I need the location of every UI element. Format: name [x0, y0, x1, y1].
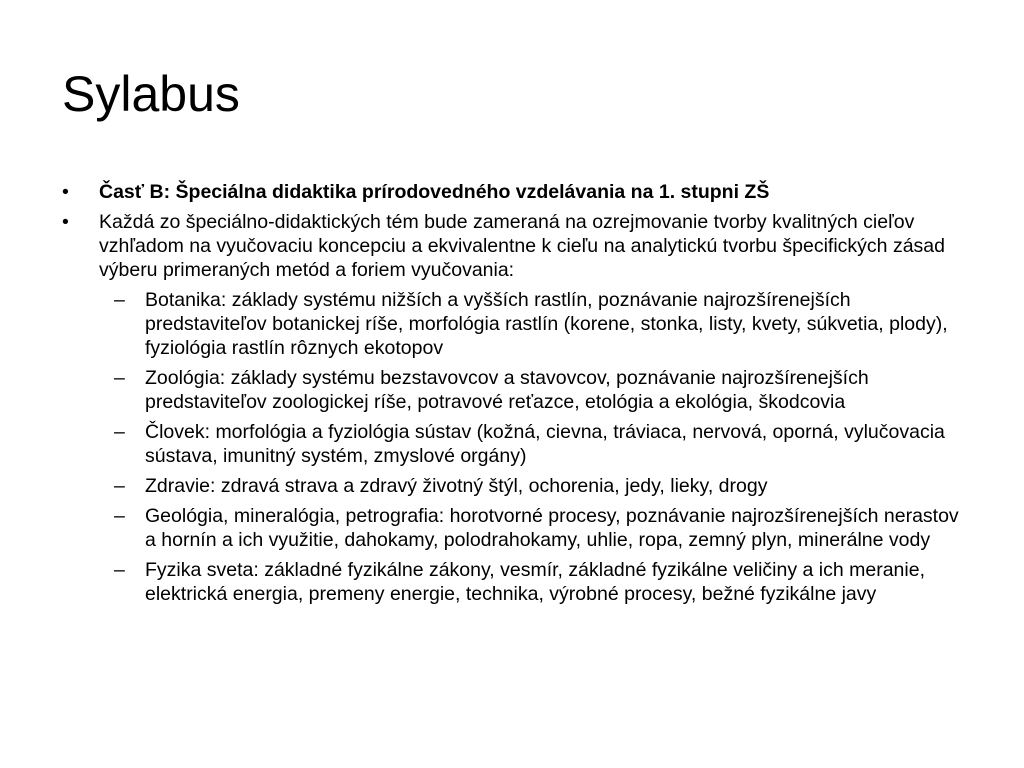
- dash-marker: –: [114, 475, 125, 497]
- sub-bullet-item-clovek: [99, 420, 962, 468]
- dash-marker: –: [114, 559, 125, 581]
- bullet-text: Každá zo špeciálno-didaktických tém bude zameraná na ozrejmovanie tvorby kvalitných cieľov vzhľadom na vyučovaciu koncepciu a ekvivalentne k cieľu na analytickú tvorbu špecifických zásad výberu primeraných metód a foriem vyučovania:: [99, 211, 945, 281]
- sub-bullet-list: [99, 288, 962, 606]
- dash-marker: –: [114, 505, 125, 527]
- dash-marker: –: [114, 421, 125, 443]
- sub-bullet-text: Geológia, mineralógia, petrografia: horotvorné procesy, poznávanie najrozšírenejších nerastov a hornín a ich využitie, dahokamy, polodrahokamy, uhlie, ropa, zemný plyn, minerálne vody: [145, 505, 959, 551]
- sub-bullet-item-geologia: [99, 504, 962, 552]
- bullet-text: Časť B: Špeciálna didaktika prírodovedného vzdelávania na 1. stupni ZŠ: [99, 181, 770, 203]
- sub-bullet-item-zdravie: [99, 474, 962, 498]
- bullet-list: [62, 180, 962, 606]
- bullet-marker: •: [62, 211, 69, 233]
- sub-bullet-item-zoologia: [99, 366, 962, 414]
- slide-title: Sylabus: [62, 66, 240, 122]
- slide-content: [62, 180, 962, 612]
- dash-marker: –: [114, 289, 125, 311]
- sub-bullet-item-botanika: [99, 288, 962, 360]
- sub-bullet-text: Botanika: základy systému nižších a vyšších rastlín, poznávanie najrozšírenejších predstaviteľov botanickej ríše, morfológia rastlín (korene, stonka, listy, kvety, súkvetia, plody), fyziológia rastlín rôznych ekotopov: [145, 289, 948, 359]
- sub-bullet-text: Človek: morfológia a fyziológia sústav (kožná, cievna, tráviaca, nervová, oporná, vylučovacia sústava, imunitný systém, zmyslové orgány): [145, 421, 945, 467]
- sub-bullet-text: Zoológia: základy systému bezstavovcov a stavovcov, poznávanie najrozšírenejších predstaviteľov zoologickej ríše, potravové reťazce, etológia a ekológia, škodcovia: [145, 367, 869, 413]
- sub-bullet-item-fyzika: [99, 558, 962, 606]
- bullet-item: [62, 210, 962, 606]
- dash-marker: –: [114, 367, 125, 389]
- bullet-item: [62, 180, 962, 204]
- bullet-marker: •: [62, 181, 69, 203]
- sub-bullet-text: Fyzika sveta: základné fyzikálne zákony, vesmír, základné fyzikálne veličiny a ich meranie, elektrická energia, premeny energie, technika, výrobné procesy, bežné fyzikálne javy: [145, 559, 925, 605]
- sub-bullet-text: Zdravie: zdravá strava a zdravý životný štýl, ochorenia, jedy, lieky, drogy: [145, 475, 768, 497]
